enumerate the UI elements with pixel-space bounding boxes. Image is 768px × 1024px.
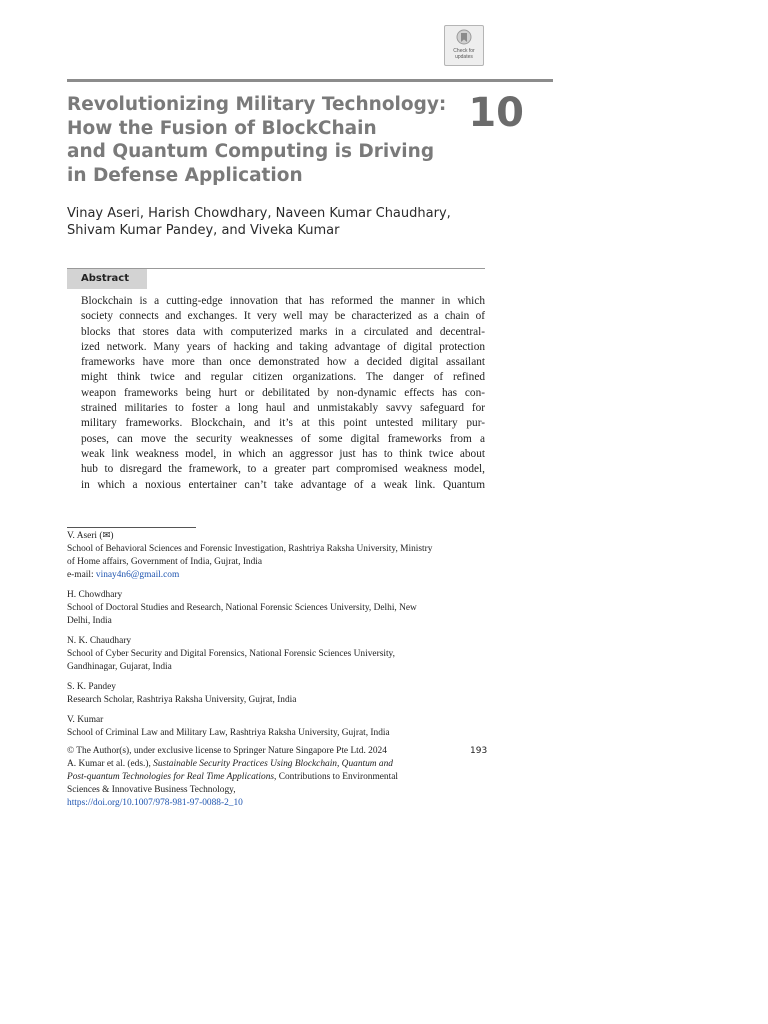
citation-editors: A. Kumar et al. (eds.),: [67, 759, 154, 769]
title-line: and Quantum Computing is Driving: [67, 141, 435, 162]
title-line: in Defense Application: [67, 164, 303, 186]
email-link[interactable]: vinay4n6@gmail.com: [95, 570, 180, 580]
chapter-title: [67, 93, 447, 187]
abstract-line: Blockchain is a cutting-edge innovation that has reformed the manner in which: [81, 295, 485, 307]
book-title-cont: Post-quantum Technologies for Real Time Applications: [67, 772, 275, 782]
abstract-line: ized network. Many years of hacking and taking advantage of digital protection: [81, 340, 485, 353]
bookmark-icon: [456, 29, 472, 47]
affiliation-line: School of Behavioral Sciences and Forensic Investigation, Rashtriya Raksha University, Ministry: [67, 544, 433, 554]
abstract-line: military frameworks. Blockchain, and it’s at this point untested military pur-: [81, 417, 485, 430]
affiliation-line: Gandhinagar, Gujarat, India: [67, 662, 172, 672]
email-label: e-mail:: [67, 570, 96, 580]
affiliations: [67, 530, 487, 747]
header-rule: [67, 79, 553, 82]
abstract-line: might think twice and regular citizen organizations. The danger of refined: [81, 371, 485, 384]
affiliation-chowdhary: [67, 589, 487, 628]
abstract-line: hub to disregard the framework, to a greater part compromised weakness model,: [81, 463, 485, 476]
author-list: [67, 205, 487, 239]
abstract-line: weak link weakness model, in which an aggressor just has to think twice about: [81, 447, 485, 460]
citation-line: Sciences & Innovative Business Technology,: [67, 785, 236, 795]
check-for-updates-badge[interactable]: [444, 25, 484, 66]
book-title: Sustainable Security Practices Using Blockchain, Quantum and: [153, 759, 393, 769]
abstract-heading: Abstract: [67, 269, 147, 289]
affiliation-name: V. Kumar: [67, 715, 104, 725]
affiliation-name: S. K. Pandey: [67, 682, 116, 692]
affiliation-line: Research Scholar, Rashtriya Raksha University, Gujrat, India: [67, 695, 297, 705]
affiliation-line: School of Criminal Law and Military Law, Rashtriya Raksha University, Gujrat, India: [67, 728, 390, 738]
affiliation-line: of Home affairs, Government of India, Gujrat, India: [67, 557, 263, 567]
affiliation-kumar: [67, 714, 487, 740]
doi-link[interactable]: https://doi.org/10.1007/978-981-97-0088-2_10: [67, 798, 243, 808]
email-line: [67, 569, 487, 582]
badge-line-2: updates: [455, 54, 473, 60]
abstract-line: poses, can move the security weaknesses of some digital frameworks from a: [81, 432, 485, 445]
badge-label: [445, 48, 483, 60]
series-name: , Contributions to Environmental: [274, 772, 398, 782]
abstract-line: weapon frameworks being hurt or debilitated by non-dynamic effects has con-: [81, 386, 485, 399]
affiliation-pandey: [67, 681, 487, 707]
affiliation-name: V. Aseri (✉): [67, 531, 114, 541]
footnote-rule: [67, 527, 196, 528]
title-line: How the Fusion of BlockChain: [67, 117, 377, 139]
badge-line-1: Check for: [453, 48, 475, 54]
citation-line: [67, 758, 487, 771]
author-line: Vinay Aseri, Harish Chowdhary, Naveen Kumar Chaudhary,: [67, 206, 451, 221]
citation-line: [67, 771, 487, 784]
copyright-line: © The Author(s), under exclusive license to Springer Nature Singapore Pte Ltd. 2024: [67, 746, 387, 756]
author-line: Shivam Kumar Pandey, and Viveka Kumar: [67, 223, 340, 238]
affiliation-line: School of Doctoral Studies and Research, National Forensic Sciences University, Delhi, New: [67, 603, 417, 613]
abstract-body: [81, 294, 485, 493]
affiliation-line: Delhi, India: [67, 616, 112, 626]
affiliation-line: School of Cyber Security and Digital Forensics, National Forensic Sciences University,: [67, 649, 395, 659]
affiliation-chaudhary: [67, 635, 487, 674]
title-line: Revolutionizing Military Technology:: [67, 94, 447, 115]
affiliation-name: N. K. Chaudhary: [67, 636, 132, 646]
copyright-block: [67, 745, 487, 810]
abstract-line: in which a noxious entertainer can’t take advantage of a weak link. Quantum: [81, 478, 485, 491]
chapter-number: 10: [468, 90, 524, 136]
page-number: 193: [470, 746, 488, 756]
abstract-line: strained militaries to foster a long haul and unmistakably savvy safeguard for: [81, 402, 485, 415]
affiliation-name: H. Chowdhary: [67, 590, 123, 600]
abstract-line: blocks that stores data with computerized marks in a circulated and decentral-: [81, 325, 485, 338]
affiliation-aseri: [67, 530, 487, 582]
abstract-line: frameworks have more than once demonstrated how a decided digital assailant: [81, 356, 485, 369]
abstract-line: society connects and exchanges. It very well may be characterized as a chain of: [81, 310, 485, 323]
